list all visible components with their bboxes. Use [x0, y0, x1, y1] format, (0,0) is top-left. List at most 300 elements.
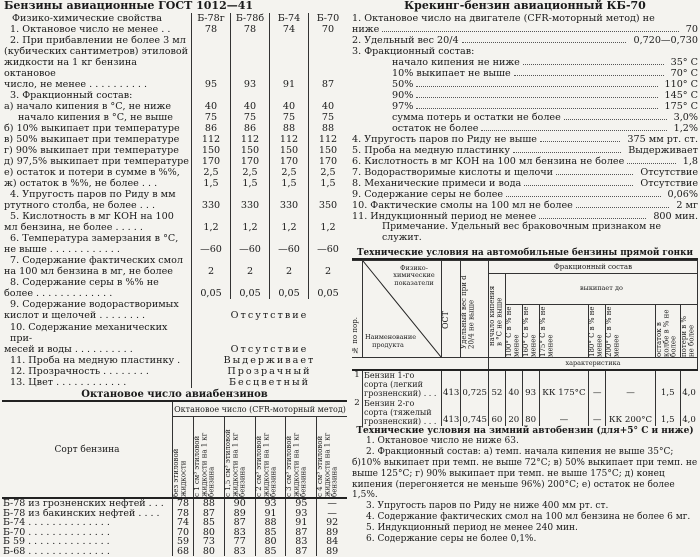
property-value: 170: [192, 156, 231, 167]
property-value: [192, 233, 231, 244]
property-value: 1,5: [192, 178, 231, 189]
table-row: [2, 266, 347, 277]
property-value: [309, 211, 348, 222]
spec-item: [352, 156, 698, 167]
property-value: 170: [270, 156, 309, 167]
property-value: 112: [192, 134, 231, 145]
property-value: 78: [192, 24, 231, 35]
property-value: [309, 46, 348, 57]
spec-label: 11. Индукционный период не менее: [352, 211, 537, 223]
property-value: 150: [192, 145, 231, 156]
column-header-text: с 3 см³ этиловой жидкости на 1 кг бензина: [285, 432, 309, 498]
spec-item: [352, 79, 698, 90]
spec-item: [352, 101, 698, 112]
winter-spec-item: 1. Октановое число не ниже 63.: [366, 436, 519, 447]
property-value: 91: [270, 79, 309, 90]
spec-label: 9. Содержание серы не более: [352, 189, 504, 201]
column-header: [655, 304, 680, 357]
octane-value: 59: [173, 537, 194, 547]
property-value: [231, 90, 270, 101]
property-value: [309, 35, 348, 46]
cell-value: 413: [442, 399, 461, 427]
property-label: 11. Проба на медную пластинку .: [10, 354, 181, 366]
header-sort: Сорт бензина: [54, 444, 120, 455]
column-header: [173, 417, 194, 499]
property-value: [309, 233, 348, 244]
property-value: [192, 189, 231, 200]
property-label: мл бензина, не более . . . . .: [4, 222, 143, 234]
cell-value: —: [539, 399, 589, 427]
property-label: ртутного столба, не более . . .: [4, 200, 155, 212]
property-label: г) 90% выкипает при температуре: [4, 145, 179, 157]
property-value: 0,05: [192, 288, 231, 299]
property-value: 75: [231, 112, 270, 123]
property-value: [192, 35, 231, 46]
property-label: 13. Цвет . . . . . . . . . . . .: [10, 376, 127, 388]
table-row: [2, 200, 347, 211]
header-diag-bottom: Наименование продукта: [365, 333, 417, 349]
property-value: [231, 189, 270, 200]
property-value: 2,5: [192, 167, 231, 178]
property-label: число, не менее . . . . . . . . . .: [4, 78, 148, 90]
sort-name: Б-78 из грозненских нефтей . . .: [3, 498, 164, 510]
spec-value: 0,06%: [667, 189, 698, 201]
product-name: Бензин 1-го сорта (легкий грозненский) . . .: [363, 370, 442, 399]
column-header-text: начало кипения в °С не выше: [488, 286, 504, 347]
spec-item: [352, 35, 698, 46]
column-header: [522, 304, 539, 357]
property-value: 330: [231, 200, 270, 211]
cell-value: 20: [505, 399, 522, 427]
property-value: 170: [309, 156, 348, 167]
spec-value: 800 мин.: [653, 211, 698, 223]
table-row: [2, 299, 347, 310]
cell-value: 93: [522, 370, 539, 399]
property-value: Прозрачный: [192, 366, 348, 377]
property-value: [270, 211, 309, 222]
table-row: [2, 322, 347, 344]
spec-item: [352, 24, 698, 35]
header-boils-to: выкипает до: [505, 273, 697, 304]
property-value: 0,05: [231, 288, 270, 299]
dot-leader: [556, 167, 633, 175]
spec-value: 0,720—0,730: [633, 34, 698, 46]
spec-value: Отсутствие: [640, 178, 698, 190]
octane-value: 91: [286, 518, 317, 528]
property-value: [309, 189, 348, 200]
property-value: 86: [192, 123, 231, 134]
property-value: [192, 211, 231, 222]
header-fraction: Фракционный состав: [489, 260, 698, 273]
dot-leader: [416, 101, 657, 109]
table-row: [2, 288, 347, 299]
property-value: 87: [309, 79, 348, 90]
octane-value: 93: [255, 498, 286, 509]
column-header-text: без этиловой жидкости: [172, 448, 188, 498]
octane-value: 85: [193, 518, 224, 528]
spec-item: [352, 123, 698, 134]
octane-value: 68: [173, 547, 194, 557]
property-value: —60: [270, 244, 309, 255]
table-row: [2, 211, 347, 222]
sort-name: Б-70 . . . . . . . . . . . . . .: [3, 526, 110, 538]
spec-value: 70° С: [670, 67, 698, 79]
property-value: [231, 277, 270, 288]
property-label: 6. Температура замерзания в °С,: [10, 233, 179, 245]
octane-value: 83: [224, 547, 255, 557]
property-value: 2,5: [270, 167, 309, 178]
property-value: 150: [231, 145, 270, 156]
column-header-text: 160° С в % не менее: [521, 306, 538, 357]
column-header: [589, 304, 606, 357]
left-column: [2, 0, 347, 556]
octane-value: 77: [224, 537, 255, 547]
spec-label: остаток не более: [392, 122, 479, 134]
property-value: 74: [270, 24, 309, 35]
property-value: 40: [231, 101, 270, 112]
property-label: на 100 мл бензина в мг, не более: [4, 266, 173, 278]
right-column: [352, 0, 698, 544]
property-value: [270, 277, 309, 288]
property-value: 95: [192, 79, 231, 90]
spec-value: 375 мм рт. ст.: [627, 133, 698, 145]
property-value: 1,5: [231, 178, 270, 189]
table-row: [2, 310, 347, 321]
property-label: 10. Содержание механических при-: [10, 321, 168, 344]
octane-value: 73: [193, 537, 224, 547]
header-characteristic: характеристика: [489, 357, 698, 370]
table-row: [2, 57, 347, 79]
property-value: —60: [231, 244, 270, 255]
column-header-text: 100° С в % не менее: [504, 306, 521, 357]
octane-value: 90: [224, 498, 255, 509]
octane-value: 87: [224, 518, 255, 528]
spec-label: 5. Проба на медную пластинку: [352, 145, 511, 157]
column-header-text: с 1,5 см³ этиловой жидкости на 1 кг бензина: [223, 429, 247, 498]
aviation-gasoline-table: [2, 13, 347, 388]
property-value: 1,5: [309, 178, 348, 189]
property-value: 1,5: [270, 178, 309, 189]
property-value: [270, 255, 309, 266]
dot-leader: [513, 145, 621, 153]
dot-leader: [576, 200, 670, 208]
spec-label: 50%: [392, 78, 414, 90]
spec-label: 1. Октановое число на двигателе (CFR-моторный метод) не: [352, 12, 655, 24]
column-header-text: 180° С в % не менее: [588, 306, 604, 357]
dot-leader: [524, 178, 633, 186]
dot-leader: [416, 79, 657, 87]
property-value: 0,05: [309, 288, 348, 299]
property-value: 330: [192, 200, 231, 211]
table-row: [2, 112, 347, 123]
column-header: [255, 417, 286, 499]
property-value: 170: [231, 156, 270, 167]
winter-spec-item: 3. Упругость паров по Риду не ниже 400 мм рт. ст.: [366, 501, 609, 512]
table-row: [2, 178, 347, 189]
spec-value: 2 мг: [676, 200, 698, 212]
header-diag-top: Физико-химические показатели: [393, 263, 435, 287]
column-header-text: остаток в колбе в % не более: [654, 309, 678, 357]
cell-value: 4,0: [680, 399, 697, 427]
property-label: ж) остаток в %%, не более . . .: [4, 178, 158, 190]
spec-label: 10. Фактические смолы на 100 мл не более: [352, 200, 573, 212]
dot-leader: [540, 134, 620, 142]
cell-value: 413: [442, 370, 461, 399]
spec-label: 4. Упругость паров по Риду не выше: [352, 133, 537, 145]
header-grade: Б-78б: [231, 13, 270, 24]
table-row: [2, 244, 347, 255]
octane-value: 89: [317, 547, 347, 557]
spec-label: 10% выкипает не выше: [392, 67, 511, 79]
spec-label: 8. Механические примеси и вода: [352, 178, 522, 190]
header-grade: Б-74: [270, 13, 309, 24]
column-header-text: с 1 см³ этиловой жидкости на 1 кг бензина: [192, 432, 216, 498]
property-value: 75: [309, 112, 348, 123]
property-value: —60: [192, 244, 231, 255]
property-value: 2,5: [231, 167, 270, 178]
spec-value: 3,0%: [673, 111, 698, 123]
property-label: 5. Кислотность в мг КОН на 100: [10, 211, 174, 223]
spec-label: начало кипения не ниже: [392, 56, 520, 68]
table-row: [2, 79, 347, 90]
spec-item: [352, 13, 698, 24]
spec-label: ниже: [352, 23, 380, 35]
column-header-text: потери в % не более: [679, 315, 695, 357]
spec-item: [352, 167, 698, 178]
property-value: [270, 57, 309, 79]
winter-spec-item: 4. Содержание фактических смол на 100 мл бензина не более 6 мг.: [366, 512, 691, 523]
cell-value: 52: [489, 370, 506, 399]
octane-value: 88: [193, 498, 224, 509]
property-value: [270, 35, 309, 46]
property-value: 330: [270, 200, 309, 211]
property-value: 93: [231, 79, 270, 90]
octane-value: 78: [173, 498, 194, 509]
dot-leader: [506, 189, 660, 197]
property-label: 8. Содержание серы в %% не: [10, 277, 159, 289]
winter-spec-item: 2. Фракционный состав: а) темп. начала кипения не выше 35°С; б)10% выкипает при темп. не выше 72°С; в) 50% выкипает при темп. не выше 125°С; г) 90% выкипает при темп. не выше 175°С; д) конец кипения (перегоняется не меньше 96%) 200°С; е) остаток не более 1,5%.: [352, 447, 698, 501]
cell-value: 1: [354, 369, 360, 380]
property-value: 2: [270, 266, 309, 277]
property-value: 40: [309, 101, 348, 112]
column-header: [680, 304, 697, 357]
cell-value: —: [589, 370, 606, 399]
spec-item: [352, 68, 698, 79]
auto-table-title: Технические условия на автомобильные бензины прямой гонки: [357, 247, 693, 258]
table-row: [2, 189, 347, 200]
header-grade: Б-70: [309, 13, 348, 24]
property-value: [231, 35, 270, 46]
property-value: 88: [270, 123, 309, 134]
property-label: 7. Содержание фактических смол: [10, 255, 183, 267]
spec-label: сумма потерь и остатки не более: [392, 111, 561, 123]
property-label: 1. Октановое число не менее . .: [10, 23, 171, 35]
header-density: Удельный вес при d 20/4 не выше: [460, 275, 476, 349]
octane-value: 93: [286, 509, 317, 519]
property-label: 12. Прозрачность . . . . . . . .: [10, 365, 149, 377]
property-value: 40: [192, 101, 231, 112]
dot-leader: [382, 24, 678, 32]
property-value: 86: [231, 123, 270, 134]
dot-leader: [564, 112, 667, 120]
dot-leader: [627, 156, 675, 164]
octane-value: 89: [224, 509, 255, 519]
table-row: [2, 134, 347, 145]
spec-label: 90%: [392, 89, 414, 101]
octane-value: 80: [255, 537, 286, 547]
kb70-spec-list: [352, 13, 698, 223]
spec-value: 110° С: [664, 78, 698, 90]
cell-value: —: [589, 399, 606, 427]
property-value: 75: [192, 112, 231, 123]
octane-table: [2, 402, 347, 556]
table-row: [2, 167, 347, 178]
property-value: [192, 277, 231, 288]
property-label: а) начало кипения в °С, не ниже: [4, 100, 172, 112]
sort-name: Б 59 . . . . . . . . . . . . . .: [3, 536, 110, 548]
table-row: [2, 233, 347, 244]
header-properties: Физико-химические свойства: [12, 12, 162, 24]
table-row: [2, 277, 347, 288]
property-value: 88: [309, 123, 348, 134]
column-header: [606, 304, 656, 357]
spec-label: 2. Удельный вес 20/4: [352, 34, 459, 46]
property-label: месей и воды . . . . . . . . . .: [4, 343, 133, 355]
octane-value: 83: [286, 537, 317, 547]
header-grade: Б-78г: [192, 13, 231, 24]
spec-value: Выдерживает: [628, 145, 698, 157]
column-header: [539, 304, 589, 357]
property-value: [309, 255, 348, 266]
table-row: [2, 46, 347, 57]
spec-value: 1,2%: [673, 122, 698, 134]
spec-label: 7. Водорастворимые кислоты и щелочи: [352, 167, 554, 179]
table-row: [2, 377, 347, 388]
property-value: 1,2: [192, 222, 231, 233]
header-octane-group: Октановое число (CFR-моторный метод): [173, 402, 348, 417]
column-header: [224, 417, 255, 499]
spec-item: [352, 46, 698, 57]
property-value: 40: [270, 101, 309, 112]
property-value: 2: [192, 266, 231, 277]
table-row: [2, 123, 347, 134]
kb70-note: Примечание. Удельный вес браковочным признаком не служит.: [382, 221, 662, 244]
property-value: 2,5: [309, 167, 348, 178]
octane-value: 85: [255, 547, 286, 557]
spec-value: Отсутствие: [640, 167, 698, 179]
table-row: [2, 355, 347, 366]
column-header: [505, 304, 522, 357]
column-header: [317, 417, 347, 499]
table-row: [2, 35, 347, 46]
property-value: [270, 46, 309, 57]
octane-value: 70: [173, 528, 194, 538]
property-value: [192, 255, 231, 266]
property-value: [231, 233, 270, 244]
table-row: [352, 399, 698, 427]
property-value: [231, 211, 270, 222]
dot-leader: [539, 211, 646, 219]
octane-table-title: Октановое число авиабензинов: [81, 388, 268, 400]
property-value: [231, 255, 270, 266]
spec-item: [352, 189, 698, 200]
product-name: Бензин 2-го сорта (тяжелый грозненский) . . .: [363, 399, 442, 427]
octane-value: —: [317, 509, 347, 519]
winter-spec-item: 5. Индукционный период не менее 240 мин.: [366, 522, 578, 533]
sort-name: Б-74 . . . . . . . . . . . . . .: [3, 517, 110, 529]
spec-value: 70: [685, 23, 698, 35]
spec-item: [352, 112, 698, 123]
property-value: [270, 90, 309, 101]
table-row: [2, 101, 347, 112]
property-label: в) 50% выкипает при температуре: [4, 133, 180, 145]
property-value: 350: [309, 200, 348, 211]
table-header-row: [2, 13, 347, 24]
property-value: 2: [309, 266, 348, 277]
property-label: б) 10% выкипает при температуре: [4, 122, 180, 134]
dot-leader: [416, 90, 657, 98]
octane-value: 91: [255, 509, 286, 519]
property-value: Бесцветный: [192, 377, 348, 388]
property-value: 112: [270, 134, 309, 145]
spec-item: [352, 90, 698, 101]
property-value: Отсутствие: [192, 344, 348, 355]
property-value: 150: [309, 145, 348, 156]
sort-name: Б-78 из бакинских нефтей . . . .: [3, 507, 160, 519]
octane-value: 92: [317, 518, 347, 528]
property-label: жидкости на 1 кг бензина октановое: [4, 56, 138, 79]
property-value: Выдерживает: [192, 355, 348, 366]
property-value: [309, 277, 348, 288]
spec-value: 175° С: [664, 100, 698, 112]
property-value: 75: [270, 112, 309, 123]
spec-label: 97%: [392, 100, 414, 112]
cell-value: КК 200°С: [606, 399, 656, 427]
table-row: [2, 24, 347, 35]
spec-value: 145° С: [664, 89, 698, 101]
property-value: [309, 57, 348, 79]
property-label: е) остаток и потери в сумме в %%,: [4, 167, 180, 179]
column-header: [193, 417, 224, 499]
spec-value: 35° С: [670, 56, 698, 68]
cell-value: 0,725: [461, 370, 489, 399]
property-label: 2. При прибавлении не более 3 мл: [10, 34, 186, 46]
cell-value: 0,745: [461, 399, 489, 427]
spec-item: [352, 57, 698, 68]
octane-value: —: [317, 498, 347, 509]
cell-value: 2: [354, 397, 360, 408]
kb70-title: Крекинг-бензин авиационный КБ-70: [404, 0, 646, 12]
property-value: 70: [309, 24, 348, 35]
octane-value: 88: [255, 518, 286, 528]
header-num: № по пор.: [351, 317, 359, 354]
column-header-text: с 2 см³ этиловой жидкости на 1 кг бензина: [254, 432, 278, 498]
property-label: 9. Содержание водорастворимых: [10, 299, 179, 311]
cell-value: 1,5: [655, 399, 680, 427]
octane-value: 87: [286, 547, 317, 557]
dot-leader: [462, 35, 627, 43]
property-value: 0,05: [270, 288, 309, 299]
property-value: 1,2: [231, 222, 270, 233]
property-value: 112: [309, 134, 348, 145]
column-header-text: 175° С в % не менее: [538, 306, 554, 357]
property-value: 1,2: [270, 222, 309, 233]
property-value: [192, 57, 231, 79]
octane-value: 83: [224, 528, 255, 538]
winter-spec-item: 6. Содержание серы не более 0,1%.: [366, 533, 537, 544]
octane-value: 85: [255, 528, 286, 538]
winter-title: Технические условия на зимний автобензин (для+5° С и ниже): [356, 426, 694, 437]
